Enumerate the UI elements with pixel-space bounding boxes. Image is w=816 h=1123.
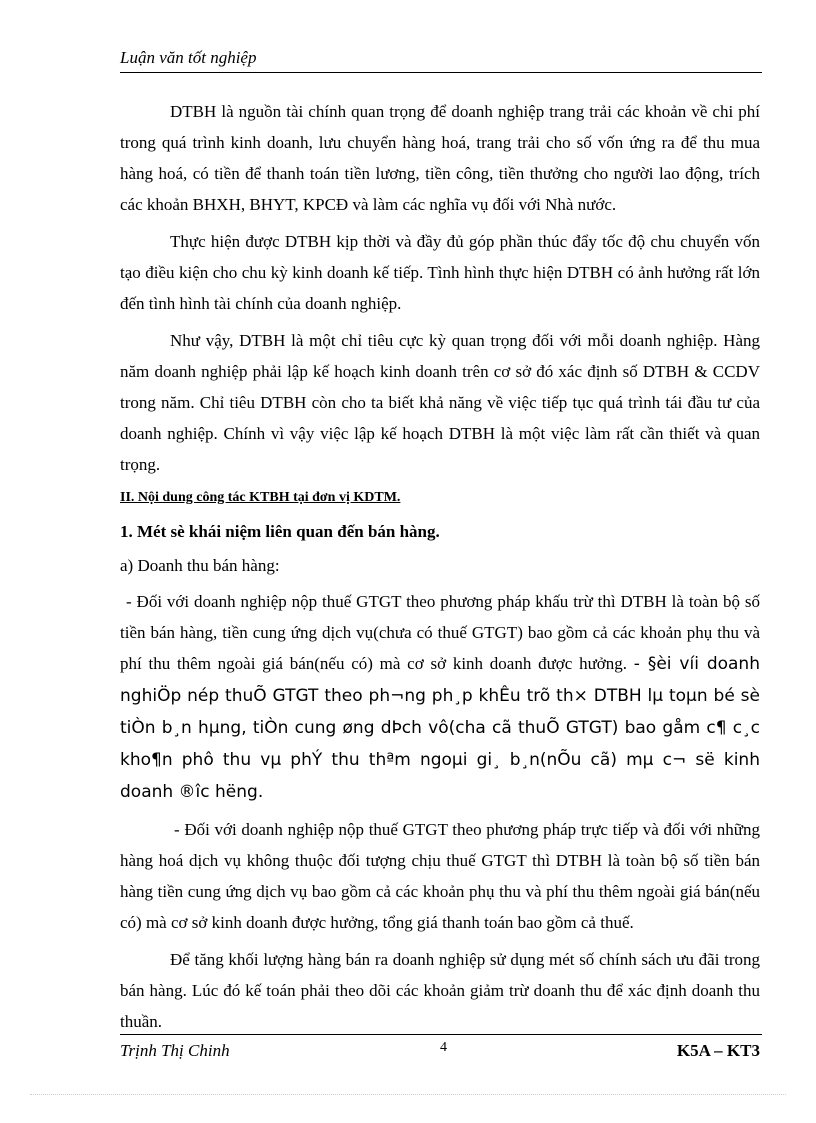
paragraph: Thực hiện được DTBH kịp thời và đầy đủ góp phần thúc đẩy tốc độ chu chuyển vốn tạo điều kiện cho chu kỳ kinh doanh kế tiếp. Tình hình thực hiện DTBH có ảnh hưởng rất lớn đến tình hình tài chính của doanh nghiệp. <box>120 232 760 313</box>
paragraph: - Đối với doanh nghiệp nộp thuế GTGT theo phương pháp trực tiếp và đối với những hàng hoá dịch vụ không thuộc đối tượng chịu thuế GTGT thì DTBH là toàn bộ số tiền bán hàng tiền cung ứng dịch vụ bao gồm cả các khoản phụ thu và phí thu thêm ngoài giá bán(nếu có) mà cơ sở kinh doanh được hưởng, tổng giá thanh toán bao gồm cả thuế. <box>120 820 760 932</box>
paragraph: Như vậy, DTBH là một chỉ tiêu cực kỳ quan trọng đối với mỗi doanh nghiệp. Hàng năm doanh nghiệp phải lập kế hoạch kinh doanh trên cơ sở đó xác định số DTBH & CCDV trong năm. Chỉ tiêu DTBH còn cho ta biết khả năng về việc tiếp tục quá trình tái đầu tư của doanh nghiệp. Chính vì vậy việc lập kế hoạch DTBH là một việc làm rất cần thiết và quan trọng. <box>120 331 760 474</box>
page-number: 4 <box>440 1040 447 1055</box>
heading: 1. Mét sè khái niệm liên quan đến bán hàng. <box>120 522 440 541</box>
header-title: Luận văn tốt nghiệp <box>120 48 257 67</box>
paragraph-text: - Đối với doanh nghiệp nộp thuế GTGT theo phương pháp khấu trừ thì DTBH là toàn bộ số tiền bán hàng, tiền cung ứng dịch vụ(chưa có thuế GTGT) bao gồm cả các khoản phụ thu và phí thu thêm ngoài giá bán(nếu có) mà cơ sở kinh doanh được hưởng. <box>120 592 760 673</box>
document-body <box>120 96 760 1043</box>
footer-class: K5A – KT3 <box>676 1041 760 1060</box>
garbled-text: - §èi víi doanh nghiÖp nép thuÕ GTGT theo ph¬ng ph¸p khÊu trõ th× DTBH lµ toµn bé sè tiÒn b¸n hµng, tiÒn cung øng dÞch vô(cha cã thuÕ GTGT) bao gåm c¶ c¸c kho¶n phô thu vµ phÝ thu thªm ngoµi gi¸ b¸n(nÕu cã) mµ c¬ së kinh doanh ®îc hëng. <box>120 654 760 802</box>
page-header <box>120 48 762 73</box>
page-footer <box>120 1034 762 1060</box>
paragraph: Để tăng khối lượng hàng bán ra doanh nghiệp sử dụng mét số chính sách ưu đãi trong bán hàng. Lúc đó kế toán phải theo dõi các khoản giảm trừ doanh thu để xác định doanh thu thuần. <box>120 950 760 1031</box>
paragraph <box>120 586 760 808</box>
subheading: a) Doanh thu bán hàng: <box>120 556 280 575</box>
page-divider <box>30 1094 786 1095</box>
section-title: II. Nội dung công tác KTBH tại đơn vị KDTM. <box>120 490 401 505</box>
paragraph: DTBH là nguồn tài chính quan trọng để doanh nghiệp trang trải các khoản về chi phí trong quá trình kinh doanh, lưu chuyển hàng hoá, trang trải cho số vốn ứng ra để thu mua hàng hoá, có tiền để thanh toán tiền lương, tiền công, tiền thưởng cho người lao động, trích các khoản BHXH, BHYT, KPCĐ và làm các nghĩa vụ đối với Nhà nước. <box>120 102 760 214</box>
footer-author: Trịnh Thị Chinh <box>120 1041 230 1060</box>
